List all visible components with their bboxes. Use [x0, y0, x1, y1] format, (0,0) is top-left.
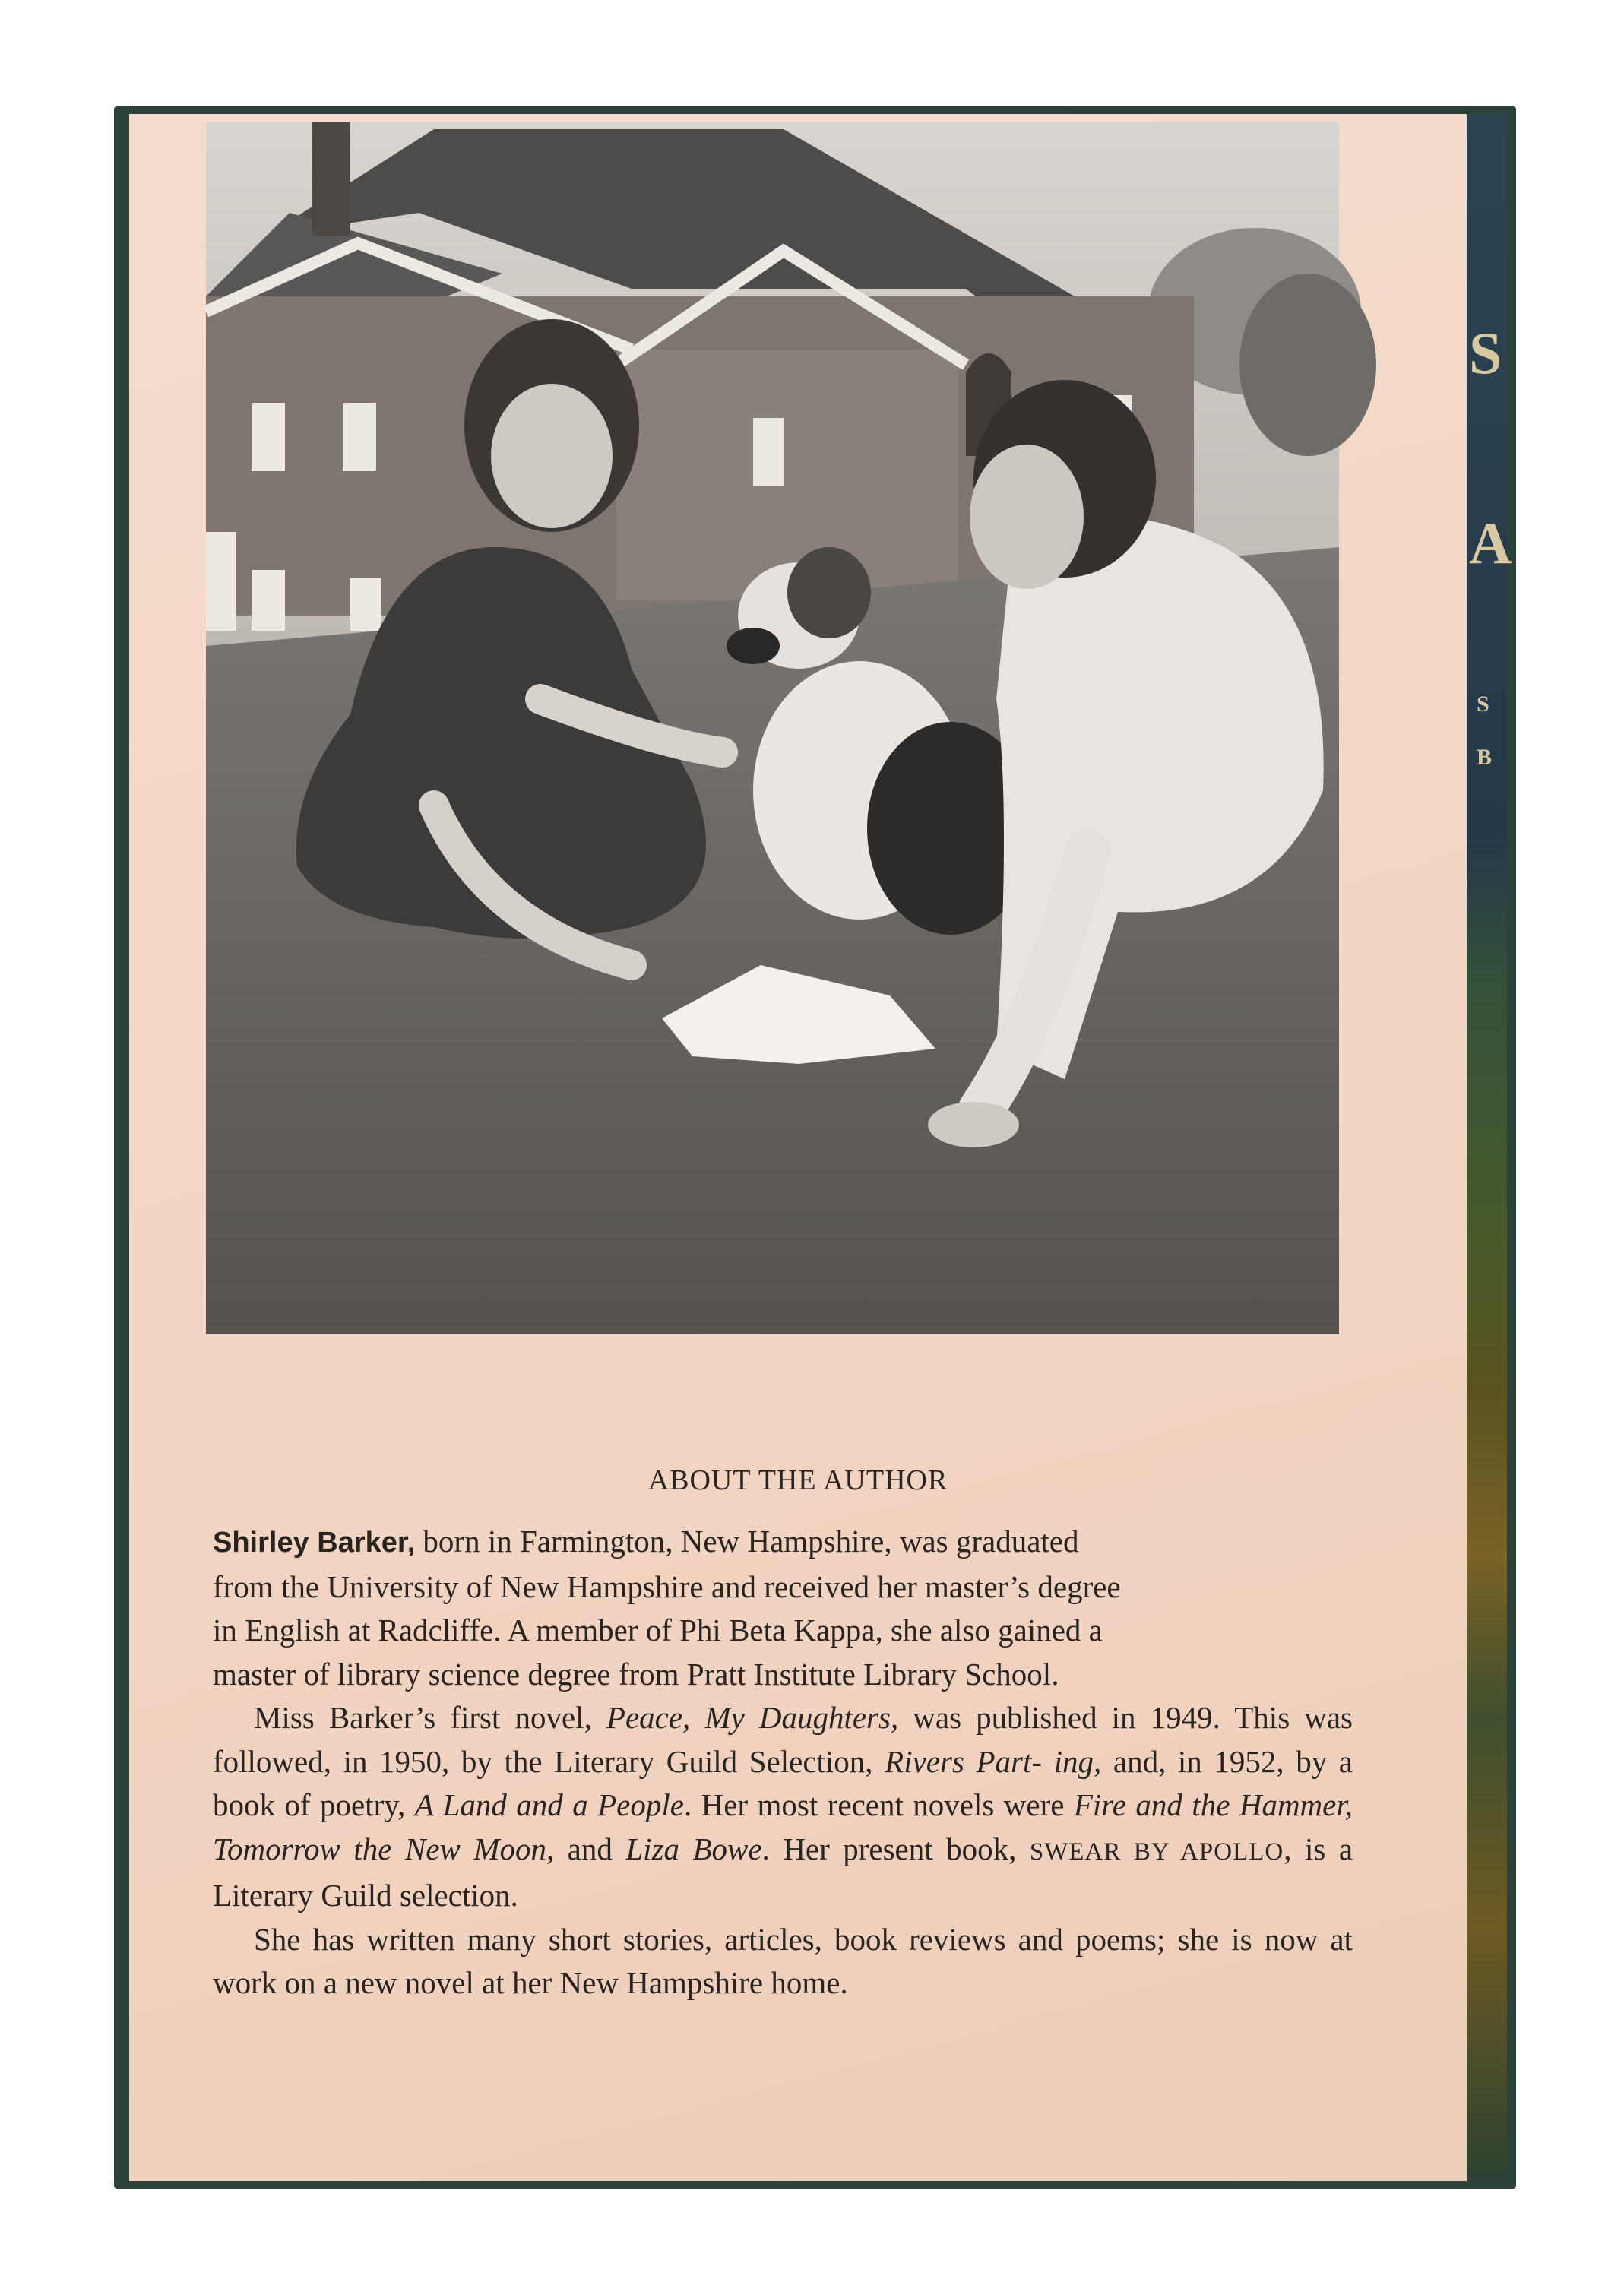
author-photo-illustration [206, 122, 1339, 1334]
book-title-smallcaps: SWEAR BY APOLLO [1029, 1837, 1284, 1866]
book-title: A Land and a People [414, 1787, 684, 1822]
book-title: Peace, My Daughters, [606, 1700, 899, 1735]
biography-paragraph-3 [213, 1918, 1353, 2005]
bio-line: in English at Radcliffe. A member of Phi Beta Kappa, she also gained a [213, 1613, 1103, 1648]
book-title: Liza Bowe [625, 1831, 762, 1866]
spine-letter-s: S [1469, 320, 1502, 386]
book-spine [1463, 114, 1512, 2173]
spine-small-b: B [1477, 745, 1493, 770]
bio-text: and, in 1952, by a book of poetry, [213, 1743, 1353, 1822]
bio-text: . Her present book, [761, 1831, 1030, 1866]
biography-paragraph-2 [213, 1696, 1353, 1918]
author-name: Shirley Barker, [213, 1527, 416, 1559]
bio-text: , is a Literary Guild [213, 1831, 1353, 1913]
spine-letter-a: A [1469, 510, 1512, 576]
bio-text: recent novels were [827, 1787, 1074, 1822]
bio-text: born in Farmington, New Hampshire, was graduated [415, 1524, 1079, 1559]
biography-paragraph-1 [213, 1520, 1353, 1696]
bio-line: master of library science degree from Pratt Institute Library School. [213, 1656, 1059, 1692]
bio-text: She has written many short stories, articles, book reviews and poems; [254, 1921, 1166, 1957]
bio-text: selection. [399, 1878, 518, 1913]
book-title: Fire and the Hammer, Tomorrow the New Moon, [213, 1787, 1353, 1866]
bio-text: was published in 1949. [898, 1700, 1220, 1735]
bio-text: This was followed, in 1950, by the Literary Guild Selection, [213, 1700, 1353, 1779]
bio-text: she is now at work on a new novel at her New Hampshire home. [213, 1921, 1353, 2000]
bio-line [213, 1520, 1353, 1565]
author-photo [206, 122, 1339, 1334]
about-the-author-heading: ABOUT THE AUTHOR [647, 1464, 948, 1496]
bio-line: from the University of New Hampshire and received her master’s degree [213, 1568, 1121, 1604]
bio-text: Miss Barker’s first novel, [254, 1700, 606, 1735]
bio-text: and [554, 1831, 613, 1866]
book-title: ing, [1053, 1743, 1102, 1779]
author-biography [213, 1520, 1353, 2005]
book-title: Rivers Part- [885, 1743, 1043, 1779]
spine-small-s: S [1477, 692, 1489, 717]
bio-text: . Her most [683, 1787, 818, 1822]
